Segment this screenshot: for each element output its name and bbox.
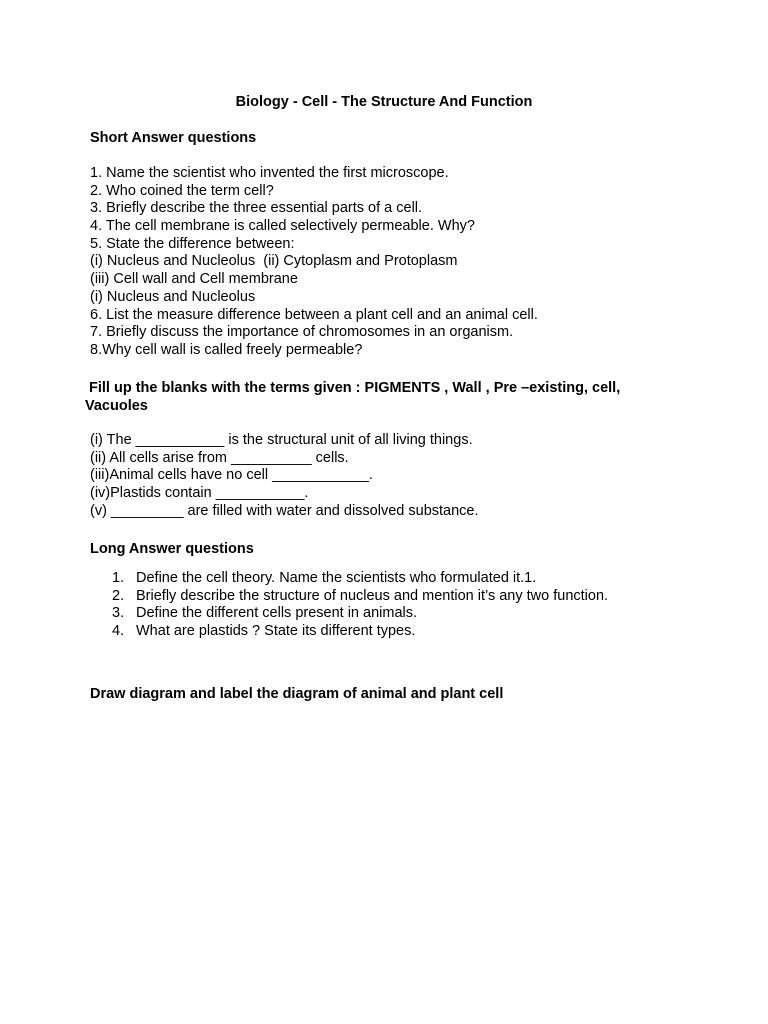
list-item [112,605,608,623]
list-item-number: 1. [112,570,125,586]
list-item: (iii) Cell wall and Cell membrane [90,271,298,288]
short-answer-heading: Short Answer questions [90,130,257,146]
list-item-number: 3. [112,605,125,622]
list-item: (i) Nucleus and Nucleolus [90,288,256,305]
list-item-number: 2. [112,587,125,604]
list-item-number: 4. [112,622,125,639]
fill-blanks-heading-continued: Vacuoles [85,398,148,414]
list-item [112,623,608,641]
list-item: (ii) All cells arise from __________ cells. [90,449,349,466]
list-item: 3. Briefly describe the three essential parts of a cell. [90,200,423,217]
list-item: (i) The ___________ is the structural unit of all living things. [90,432,473,448]
list-item-text: Define the cell theory. Name the scientists who formulated it.1. [136,570,537,586]
fill-blanks-list [90,432,479,520]
list-item: 6. List the measure difference between a plant cell and an animal cell. [90,306,538,323]
list-item: (iii)Animal cells have no cell ____________. [90,467,373,484]
list-item-text: Define the different cells present in animals. [136,605,418,622]
page-title: Biology - Cell - The Structure And Function [235,94,533,110]
diagram-heading: Draw diagram and label the diagram of animal and plant cell [90,686,504,702]
long-answer-list [112,570,608,640]
list-item: (v) _________ are filled with water and dissolved substance. [90,502,479,519]
list-item: 4. The cell membrane is called selectively permeable. Why? [90,218,475,235]
short-answer-list [90,165,538,360]
list-item: 8.Why cell wall is called freely permeable? [90,341,363,358]
list-item [112,570,608,588]
list-item-text: What are plastids ? State its different types. [136,622,416,639]
long-answer-heading: Long Answer questions [90,541,254,557]
list-item-text: Briefly describe the structure of nucleus and mention it’s any two function. [136,587,609,604]
list-item [112,588,608,606]
fill-blanks-heading: Fill up the blanks with the terms given : PIGMENTS , Wall , Pre –existing, cell, [89,380,621,396]
list-item: (i) Nucleus and Nucleolus (ii) Cytoplasm and Protoplasm [90,253,458,270]
list-item: (iv)Plastids contain ___________. [90,485,309,502]
list-item: 5. State the difference between: [90,235,295,252]
list-item: 2. Who coined the term cell? [90,182,274,199]
list-item: 1. Name the scientist who invented the first microscope. [90,165,449,181]
list-item: 7. Briefly discuss the importance of chromosomes in an organism. [90,324,514,341]
